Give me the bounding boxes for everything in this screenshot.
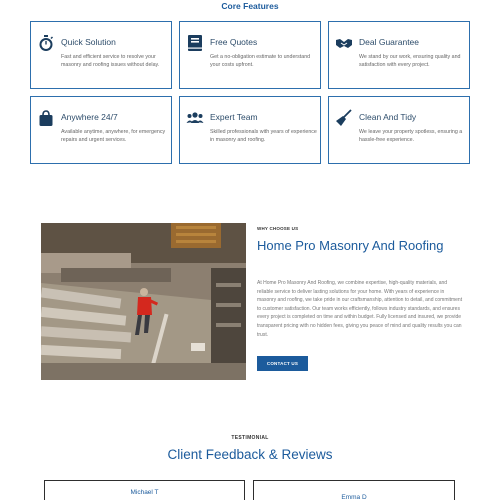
feature-card-expert-team bbox=[179, 96, 321, 164]
features-title: Core Features bbox=[221, 1, 279, 11]
testimonial-label: TESTIMONIAL bbox=[231, 435, 269, 441]
feature-description: Available anytime, anywhere, for emergency repairs and urgent services. bbox=[61, 129, 166, 143]
feature-title: Deal Guarantee bbox=[359, 37, 420, 47]
handshake-icon bbox=[335, 34, 353, 52]
feature-description: Get a no-obligation estimate to understand your costs upfront. bbox=[210, 54, 311, 68]
feature-card-deal-guarantee bbox=[328, 21, 470, 89]
review-card bbox=[44, 480, 245, 500]
feature-description: We leave your property spotless, ensuring a hassle-free experience. bbox=[359, 129, 463, 143]
feature-card-quick-solution bbox=[30, 21, 172, 89]
contact-us-button[interactable]: CONTACT US bbox=[257, 356, 308, 371]
feature-title: Clean And Tidy bbox=[359, 112, 417, 122]
why-heading: Home Pro Masonry And Roofing bbox=[257, 238, 444, 253]
testimonial-heading: Client Feedback & Reviews bbox=[167, 447, 333, 462]
features-grid bbox=[30, 21, 470, 165]
feature-card-clean-tidy bbox=[328, 96, 470, 164]
review-card bbox=[253, 480, 455, 500]
reviewer-name: Emma D bbox=[341, 494, 367, 500]
feature-title: Free Quotes bbox=[210, 37, 258, 47]
feature-description: Skilled professionals with years of experience in masonry and roofing. bbox=[210, 129, 317, 143]
feature-card-free-quotes bbox=[179, 21, 321, 89]
shopping-bag-icon bbox=[37, 109, 55, 127]
why-choose-us-label: WHY CHOOSE US bbox=[257, 226, 299, 231]
feature-card-anywhere bbox=[30, 96, 172, 164]
reviewer-name: Michael T bbox=[130, 489, 159, 496]
feature-description: Fast and efficient service to resolve your masonry and roofing issues without delay. bbox=[61, 54, 160, 68]
feature-title: Anywhere 24/7 bbox=[61, 112, 118, 122]
feature-title: Expert Team bbox=[210, 112, 258, 122]
stopwatch-icon bbox=[37, 34, 55, 52]
book-icon bbox=[186, 34, 204, 52]
feature-description: We stand by our work, ensuring quality and satisfaction with every project. bbox=[359, 54, 461, 68]
why-body-text: At Home Pro Masonry And Roofing, we combine expertise, high-quality materials, and reliable service to deliver lasting solutions for your home. With years of experience in masonry and roofing, we take pride in our craftsmanship, attention to detail, and commitment to customer satisfaction. Our team works efficiently, follows industry standards, and ensures every project is completed on time and within budget. Fully licensed and insured, we provide transparent pricing with no hidden fees, giving you peace of mind and quality results you can trust. bbox=[257, 280, 463, 338]
construction-site-image bbox=[41, 223, 246, 380]
feature-title: Quick Solution bbox=[61, 37, 116, 47]
team-icon bbox=[186, 109, 204, 127]
broom-icon bbox=[335, 109, 353, 127]
